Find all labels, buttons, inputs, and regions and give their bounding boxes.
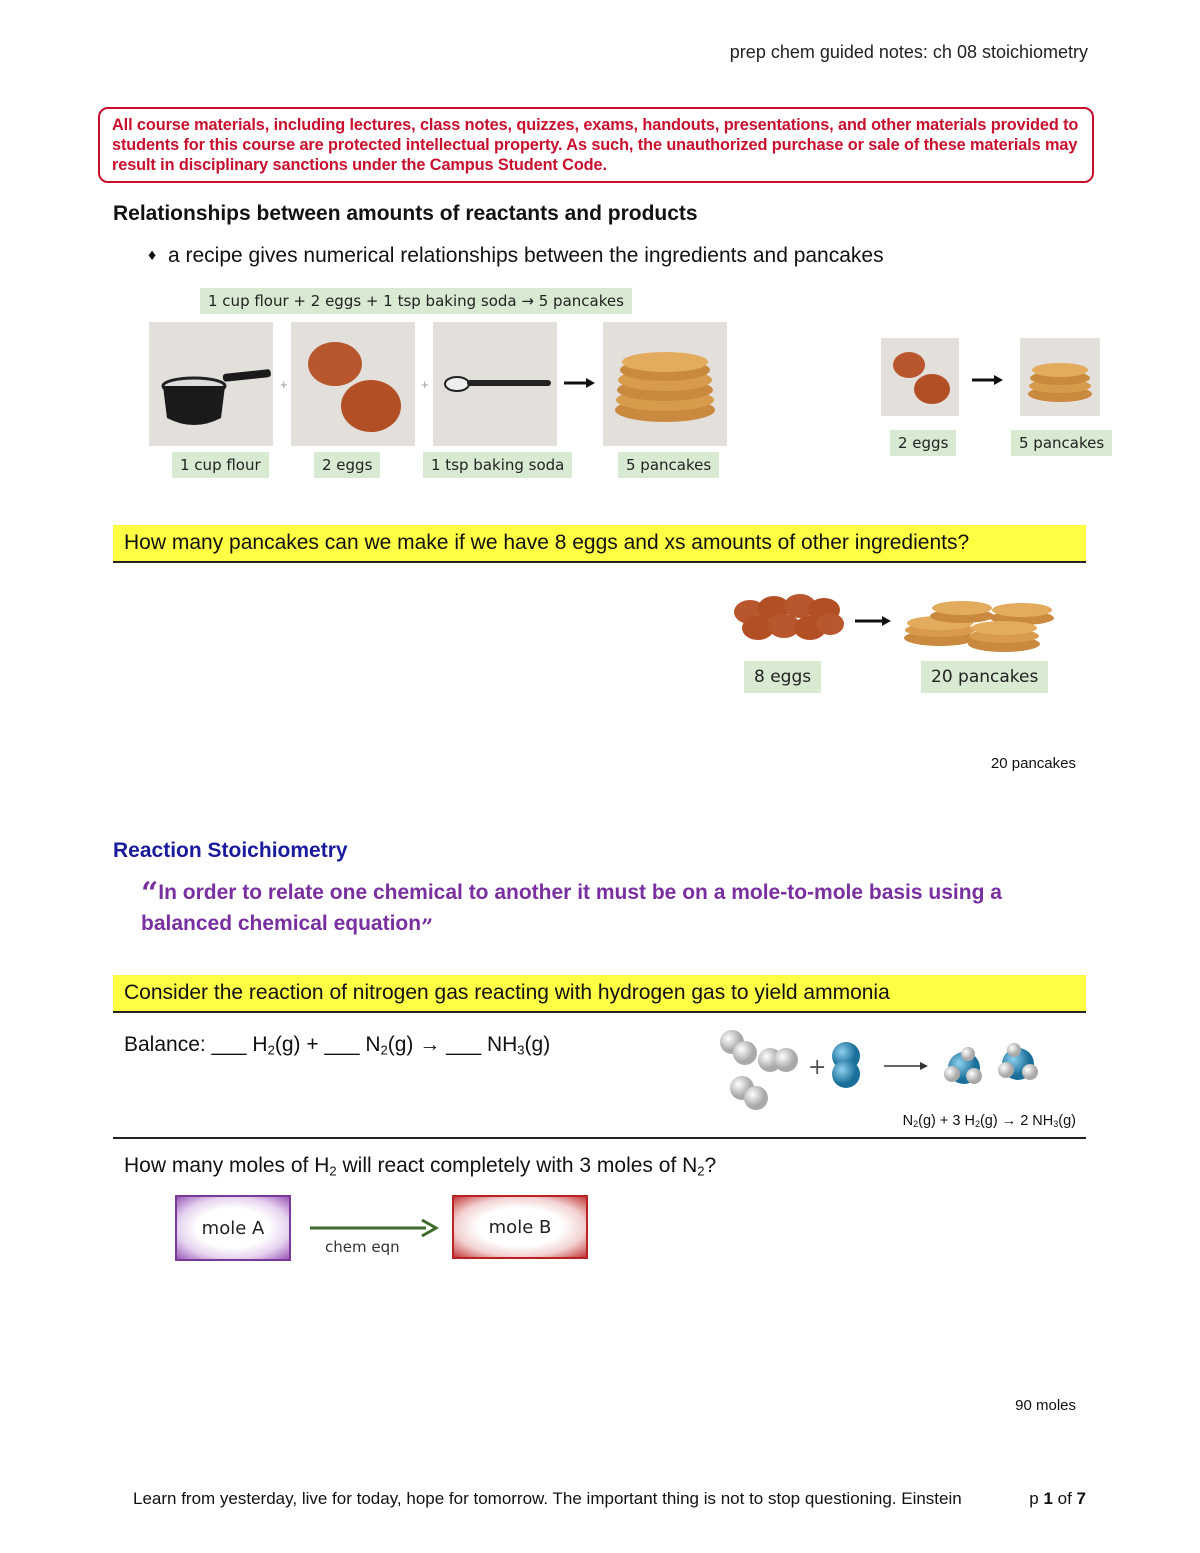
label-baking-soda: 1 tsp baking soda bbox=[423, 452, 572, 478]
footer-quote: Learn from yesterday, live for today, hope for tomorrow. The important thing is not to stop questioning. Einstein bbox=[133, 1489, 962, 1508]
consider-reaction: Consider the reaction of nitrogen gas reacting with hydrogen gas to yield ammonia bbox=[113, 975, 1086, 1013]
copyright-notice: All course materials, including lectures, class notes, quizzes, exams, handouts, presentations, and other materials provided to students for this course are protected intellectual property. As such, the unauthorized purchase or sale of these materials may result in disciplinary sanctions under the Campus Student Code. bbox=[98, 107, 1094, 183]
balance-prompt: Balance: ___ $H_2(g)$ + ___ $N_2(g)$ → ___ $NH_3(g)$ bbox=[124, 1033, 551, 1058]
plus-sign: + bbox=[280, 377, 288, 392]
divider bbox=[113, 1137, 1086, 1139]
arrow-icon bbox=[970, 373, 1004, 387]
egg-icon bbox=[881, 338, 959, 416]
pancake-stack-image bbox=[603, 322, 727, 446]
label-eggs: 2 eggs bbox=[314, 452, 380, 478]
label-pancakes: 5 pancakes bbox=[618, 452, 719, 478]
chem-eqn-label: chem eqn bbox=[325, 1238, 400, 1256]
section-heading-stoichiometry: Reaction Stoichiometry bbox=[113, 839, 348, 862]
chem-eqn-arrow-icon bbox=[306, 1218, 442, 1238]
teaspoon-icon bbox=[433, 322, 557, 446]
stoichiometry-quote: “In order to relate one chemical to another it must be on a mole-to-mole basis using a balanced chemical equation” bbox=[141, 876, 1002, 939]
pancake-icon bbox=[603, 322, 727, 446]
question-moles: How many moles of $H_2$ will react completely with 3 moles of $N_2$? bbox=[124, 1154, 717, 1179]
section-heading-relationships: Relationships between amounts of reactants and products bbox=[113, 202, 698, 225]
bullet-text: a recipe gives numerical relationships between the ingredients and pancakes bbox=[168, 244, 884, 267]
eight-eggs-icon bbox=[728, 588, 848, 648]
two-eggs-image bbox=[291, 322, 415, 446]
ratio-eggs-image bbox=[881, 338, 959, 416]
diamond-bullet-icon: ♦ bbox=[148, 247, 157, 264]
answer-pancakes: 20 pancakes bbox=[990, 755, 1076, 772]
document-header: prep chem guided notes: ch 08 stoichiometry bbox=[729, 42, 1088, 62]
arrow-icon bbox=[853, 614, 893, 628]
bullet-recipe bbox=[148, 244, 884, 268]
mole-a-box: mole A bbox=[175, 1195, 291, 1261]
egg-icon bbox=[291, 322, 415, 446]
quote-text: In order to relate one chemical to another it must be on a mole-to-mole basis using a balanced chemical equation bbox=[141, 881, 1002, 935]
ratio-label-eggs: 2 eggs bbox=[890, 430, 956, 456]
ratio-pancakes-image bbox=[1020, 338, 1100, 416]
svg-text:+: + bbox=[808, 1055, 827, 1080]
measuring-cup-icon bbox=[149, 322, 273, 446]
label-flour: 1 cup flour bbox=[172, 452, 269, 478]
page-number: p 1 of 7 bbox=[1029, 1489, 1086, 1508]
arrow-icon bbox=[562, 376, 596, 390]
ratio-label-pancakes: 5 pancakes bbox=[1011, 430, 1112, 456]
question-pancakes: How many pancakes can we make if we have 8 eggs and xs amounts of other ingredients? bbox=[113, 525, 1086, 563]
recipe-line: 1 cup flour + 2 eggs + 1 tsp baking soda → 5 pancakes bbox=[200, 288, 632, 314]
pancake-icon bbox=[1020, 338, 1100, 416]
teaspoon-image bbox=[433, 322, 557, 446]
answer-moles: 90 moles bbox=[1015, 1397, 1076, 1414]
mole-b-box: mole B bbox=[452, 1195, 588, 1259]
plus-sign: + bbox=[421, 377, 429, 392]
molecule-reaction-diagram bbox=[712, 1020, 1052, 1115]
label-8-eggs: 8 eggs bbox=[744, 661, 821, 693]
label-20-pancakes: 20 pancakes bbox=[921, 661, 1048, 693]
measuring-cup-image bbox=[149, 322, 273, 446]
twenty-pancakes-icon bbox=[900, 588, 1060, 658]
balanced-equation: $N_2(g) + 3$ $H_2(g) \to 2$ $NH_3(g)$ bbox=[902, 1113, 1076, 1130]
